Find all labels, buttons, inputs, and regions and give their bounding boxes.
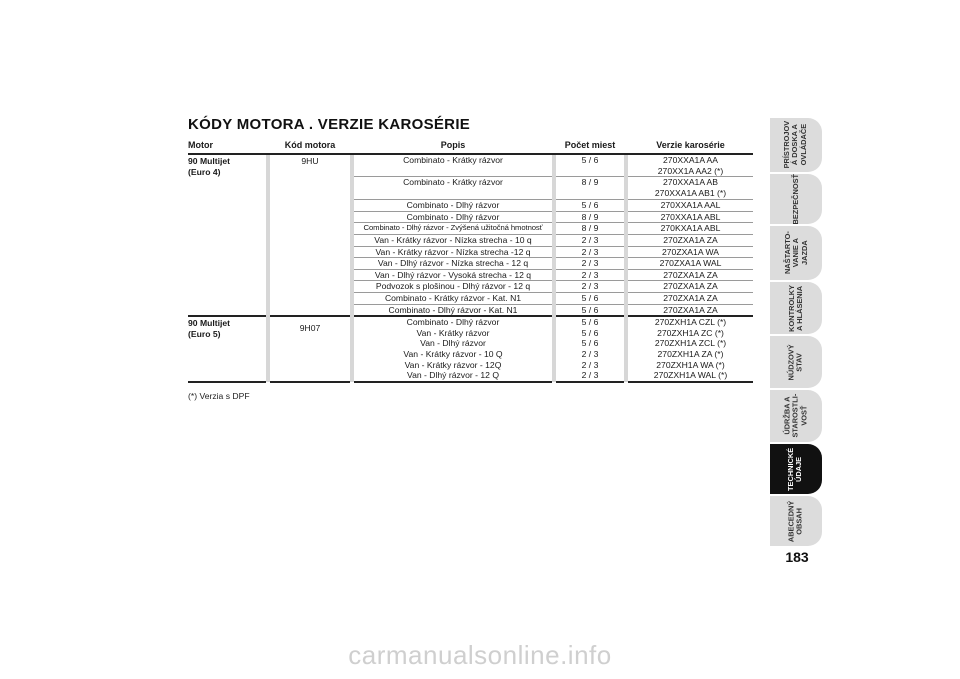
row-version: 270ZXH1A ZCL (*) <box>654 338 727 349</box>
motor-cell <box>188 316 266 382</box>
header-body-version: Verzie karosérie <box>628 138 753 154</box>
row-seats: 2 / 3 <box>556 258 624 270</box>
row-seats: 2 / 3 <box>556 281 624 293</box>
row-description: Van - Krátky rázvor <box>416 327 490 338</box>
table-row <box>188 316 753 328</box>
row-description: Combinato - Krátky rázvor <box>354 177 552 200</box>
engine-codes-table <box>188 138 753 383</box>
motor-name: 90 Multijet <box>188 318 231 329</box>
footnote: (*) Verzia s DPF <box>188 391 250 401</box>
tab-maintenance[interactable]: ÚDRŽBA A STAROSTLI- VOSŤ <box>770 390 822 442</box>
header-seats: Počet miest <box>556 138 624 154</box>
row-seats: 5 / 6 <box>581 338 599 349</box>
engine-code: 9H07 <box>270 316 350 382</box>
tab-warning-lights[interactable]: KONTROLKY A HLÁSENIA <box>770 282 822 334</box>
motor-norm: (Euro 4) <box>188 166 221 177</box>
tab-technical-data[interactable]: TECHNICKÉ ÚDAJE <box>770 444 822 494</box>
row-description: Combinato - Dlhý rázvor - Zvýšená užitočná hmotnosť <box>354 223 552 235</box>
tab-safety[interactable]: BEZPEČNOSŤ <box>770 174 822 224</box>
row-description: Combinato - Dlhý rázvor <box>406 317 500 328</box>
table-row <box>188 154 753 177</box>
row-version: 270ZXA1A ZA <box>628 304 753 316</box>
row-seats: 2 / 3 <box>581 359 599 370</box>
header-motor: Motor <box>188 138 266 154</box>
header-description: Popis <box>354 138 552 154</box>
row-seats: 8 / 9 <box>556 211 624 223</box>
row-version: 270ZXA1A ZA <box>628 234 753 246</box>
row-description: Van - Krátky rázvor - Nízka strecha -12 q <box>354 246 552 258</box>
motor-norm: (Euro 5) <box>188 328 221 339</box>
row-seats: 2 / 3 <box>556 269 624 281</box>
row-version: 270ZXH1A WA (*) <box>656 359 725 370</box>
row-seats: 2 / 3 <box>556 370 624 382</box>
row-description: Combinato - Krátky rázvor - Kat. N1 <box>354 292 552 304</box>
row-version: 270ZXH1A ZA (*) <box>657 348 724 359</box>
row-version: 270ZXH1A ZC (*) <box>657 327 724 338</box>
engine-code: 9HU <box>270 154 350 316</box>
row-version: 270ZXH1A CZL (*) <box>654 317 727 328</box>
motor-name: 90 Multijet <box>188 156 231 166</box>
row-seats: 5 / 6 <box>556 154 624 177</box>
header-engine-code: Kód motora <box>270 138 350 154</box>
row-description: Van - Krátky rázvor - Nízka strecha - 10 q <box>354 234 552 246</box>
row-description: Podvozok s plošinou - Dlhý rázvor - 12 q <box>354 281 552 293</box>
row-version: 270ZXH1A WAL (*) <box>628 370 753 382</box>
row-version: 270ZXA1A ZA <box>628 269 753 281</box>
row-version: 270ZXA1A ZA <box>628 292 753 304</box>
page-title: KÓDY MOTORA . VERZIE KAROSÉRIE <box>188 116 471 133</box>
tab-starting-driving[interactable]: NAŠTARTO- VANIE A JAZDA <box>770 226 822 280</box>
row-seats: 5 / 6 <box>556 304 624 316</box>
row-seats: 8 / 9 <box>556 223 624 235</box>
row-description: Van - Krátky rázvor - 12Q <box>404 359 502 370</box>
row-description: Van - Dlhý rázvor <box>420 338 486 349</box>
row-seats: 5 / 6 <box>556 292 624 304</box>
row-seats: 2 / 3 <box>556 246 624 258</box>
table-header-row <box>188 138 753 154</box>
row-seats: 5 / 6 <box>581 317 599 328</box>
row-description: Combinato - Dlhý rázvor <box>354 200 552 212</box>
row-description: Combinato - Dlhý rázvor - Kat. N1 <box>354 304 552 316</box>
row-description: Combinato - Dlhý rázvor <box>354 211 552 223</box>
row-version: 270XXA1A AAL <box>628 200 753 212</box>
row-description: Combinato - Krátky rázvor <box>354 154 552 177</box>
row-version: 270KXA1A ABL <box>628 223 753 235</box>
tab-instrument-panel[interactable]: PRÍSTROJOV Á DOSKA A OVLÁDAČE <box>770 118 822 172</box>
row-seats: 5 / 6 <box>556 200 624 212</box>
row-description: Van - Dlhý rázvor - Vysoká strecha - 12 q <box>354 269 552 281</box>
tab-emergency[interactable]: NÚDZOVÝ STAV <box>770 336 822 388</box>
row-seats: 5 / 6 <box>581 327 599 338</box>
page-number: 183 <box>785 549 809 565</box>
row-version: 270ZXA1A WAL <box>628 258 753 270</box>
tab-index[interactable]: ABECEDNÝ OBSAH <box>770 496 822 546</box>
row-seats: 2 / 3 <box>581 348 599 359</box>
row-version: 270XXA1A ABL <box>628 211 753 223</box>
row-version: 270XXA1A AB 270XXA1A AB1 (*) <box>628 177 753 200</box>
watermark: carmanualsonline.info <box>348 640 612 670</box>
row-version: 270XXA1A AA 270XX1A AA2 (*) <box>628 154 753 177</box>
row-version: 270ZXA1A ZA <box>628 281 753 293</box>
row-version: 270ZXA1A WA <box>628 246 753 258</box>
row-seats: 2 / 3 <box>556 234 624 246</box>
row-seats: 8 / 9 <box>556 177 624 200</box>
row-description: Van - Dlhý rázvor - 12 Q <box>354 370 552 382</box>
row-description: Van - Dlhý rázvor - Nízka strecha - 12 q <box>354 258 552 270</box>
row-description: Van - Krátky rázvor - 10 Q <box>403 348 503 359</box>
motor-cell <box>188 154 266 316</box>
